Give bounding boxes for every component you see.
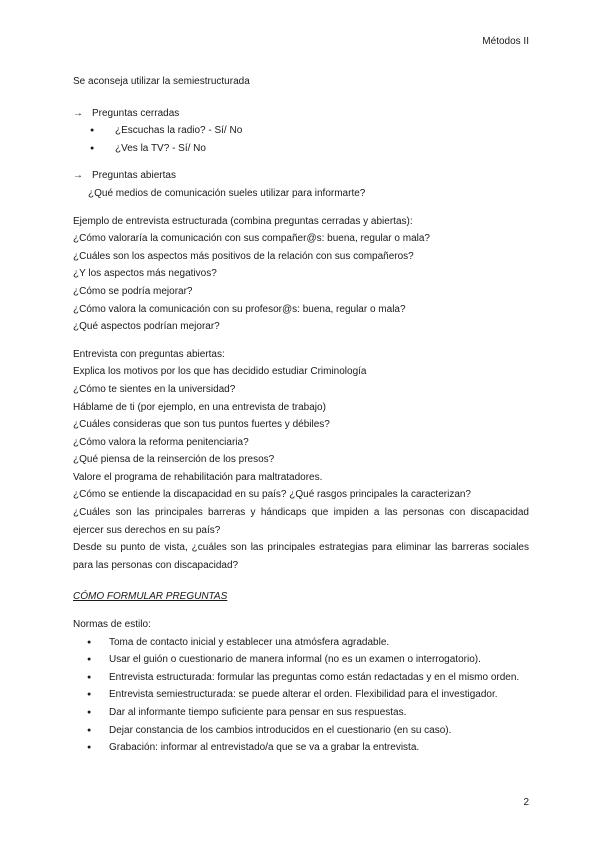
- closed-questions-list: [73, 122, 529, 157]
- list-item: ● Usar el guión o cuestionario de manera informal (no es un examen o interrogatorio).: [73, 651, 529, 669]
- intro-text: Se aconseja utilizar la semiestructurada: [73, 76, 250, 87]
- question-line: Explica los motivos por los que has decidido estudiar Criminología: [73, 366, 367, 378]
- structured-questions: [73, 230, 529, 336]
- open-questions-label: Preguntas abiertas: [92, 170, 176, 182]
- question-line: ¿Qué piensa de la reinserción de los presos?: [73, 454, 275, 466]
- open-questions-heading: [73, 167, 529, 185]
- structured-interview-heading: Ejemplo de entrevista estructurada (combina preguntas cerradas y abiertas):: [73, 215, 413, 227]
- section-title: CÓMO FORMULAR PREGUNTAS: [73, 591, 228, 603]
- style-norms-list: [73, 634, 529, 757]
- closed-questions-heading: [73, 105, 529, 123]
- question-line: ¿Cuáles son los aspectos más positivos de la relación con sus compañeros?: [73, 250, 414, 262]
- open-question-example: ¿Qué medios de comunicación sueles utilizar para informarte?: [88, 187, 366, 199]
- question-line: ¿Y los aspectos más negativos?: [73, 268, 217, 280]
- list-item: ● Toma de contacto inicial y establecer una atmósfera agradable.: [73, 634, 529, 652]
- question-line: ¿Qué aspectos podrían mejorar?: [73, 321, 220, 333]
- question-line: ¿Cuáles consideras que son tus puntos fuertes y débiles?: [73, 419, 330, 431]
- question-line: ¿Cuáles son las principales barreras y hándicaps que impiden a las personas con discapacidad ejercer sus derechos en su país?: [73, 507, 529, 536]
- list-item: ● ¿Ves la TV? - Sí/ No: [73, 140, 529, 158]
- arrow-right-icon: →: [73, 170, 83, 182]
- question-line: Valore el programa de rehabilitación para maltratadores.: [73, 471, 323, 483]
- question-line: Desde su punto de vista, ¿cuáles son las principales estrategias para eliminar las barreras sociales para las personas con discapacidad?: [73, 542, 529, 571]
- question-line: ¿Cómo valora la reforma penitenciaria?: [73, 436, 249, 448]
- arrow-right-icon: →: [73, 107, 83, 119]
- list-item: ● Dar al informante tiempo suficiente para pensar en sus respuestas.: [73, 704, 529, 722]
- closed-questions-label: Preguntas cerradas: [92, 107, 180, 119]
- open-interview-heading: Entrevista con preguntas abiertas:: [73, 348, 225, 360]
- question-line: ¿Cómo se entiende la discapacidad en su país? ¿Qué rasgos principales la caracterizan?: [73, 489, 471, 501]
- list-item: ● Entrevista semiestructurada: se puede alterar el orden. Flexibilidad para el investigador.: [73, 686, 529, 704]
- page-header: Métodos II: [482, 36, 529, 47]
- question-line: ¿Cómo se podría mejorar?: [73, 285, 193, 297]
- question-line: Háblame de ti (por ejemplo, en una entrevista de trabajo): [73, 401, 326, 413]
- style-norms-label: Normas de estilo:: [73, 619, 151, 631]
- question-line: ¿Cómo valoraría la comunicación con sus compañer@s: buena, regular o mala?: [73, 233, 430, 245]
- document-body: [73, 73, 529, 757]
- question-line: ¿Cómo valora la comunicación con su profesor@s: buena, regular o mala?: [73, 303, 406, 315]
- open-interview-questions: [73, 363, 529, 574]
- list-item: ● ¿Escuchas la radio? - Sí/ No: [73, 122, 529, 140]
- page-number: 2: [523, 797, 529, 808]
- list-item: ● Entrevista estructurada: formular las preguntas como están redactadas y en el mismo orden.: [73, 669, 529, 687]
- list-item: ● Grabación: informar al entrevistado/a que se va a grabar la entrevista.: [73, 739, 529, 757]
- list-item: ● Dejar constancia de los cambios introducidos en el cuestionario (en su caso).: [73, 722, 529, 740]
- question-line: ¿Cómo te sientes en la universidad?: [73, 383, 236, 395]
